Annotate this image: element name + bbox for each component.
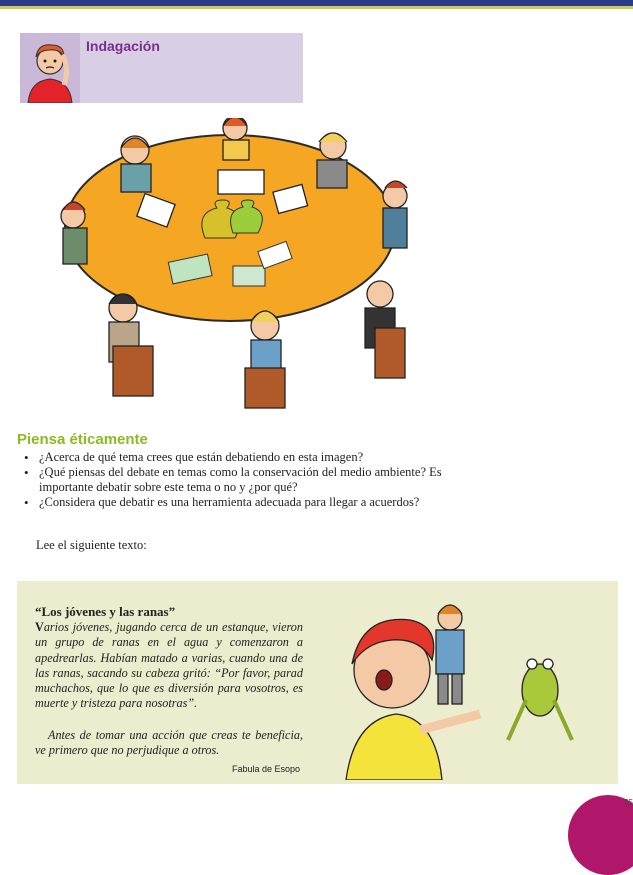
page-number-badge (568, 795, 633, 875)
section-label: Indagación (86, 38, 160, 54)
debate-table-illustration (55, 118, 415, 418)
ethics-question-list (22, 450, 472, 510)
list-item: • ¿Considera que debatir es una herramienta adecuada para llegar a acuerdos? (22, 495, 472, 510)
story-drop-letter: V (35, 620, 44, 634)
story-source: Fabula de Esopo (232, 764, 301, 774)
list-item: • ¿Qué piensas del debate en temas como la conservación del medio ambiente? Es importante debatir sobre este tema o no y ¿por qué? (22, 465, 472, 495)
story-title: “Los jóvenes y las ranas” (35, 604, 176, 619)
story-moral: Antes de tomar una acción que creas te beneficia, ve primero que no perjudique a otros. (35, 728, 303, 758)
story-body (35, 620, 303, 712)
list-item: • ¿Acerca de qué tema crees que están debatiendo en esta imagen? (22, 450, 472, 465)
thinking-person-icon (20, 33, 80, 103)
reading-instruction: Lee el siguiente texto: (36, 538, 147, 552)
ethics-title: Piensa éticamente (17, 431, 148, 448)
boy-and-frog-illustration (330, 590, 590, 780)
page-number: 25 (624, 798, 633, 807)
story-text: arios jóvenes, jugando cerca de un estanque, vieron un grupo de ranas en el agua y comenzaron a apedrearlas. Habían matado a varias, cuando una de las ranas, sacando su cabeza gritó: “Por favor, parad muchachos, que lo que es diversión para vosotros, es muerte y tristeza para nosotras”. (35, 620, 303, 711)
top-border-accent (0, 6, 633, 9)
